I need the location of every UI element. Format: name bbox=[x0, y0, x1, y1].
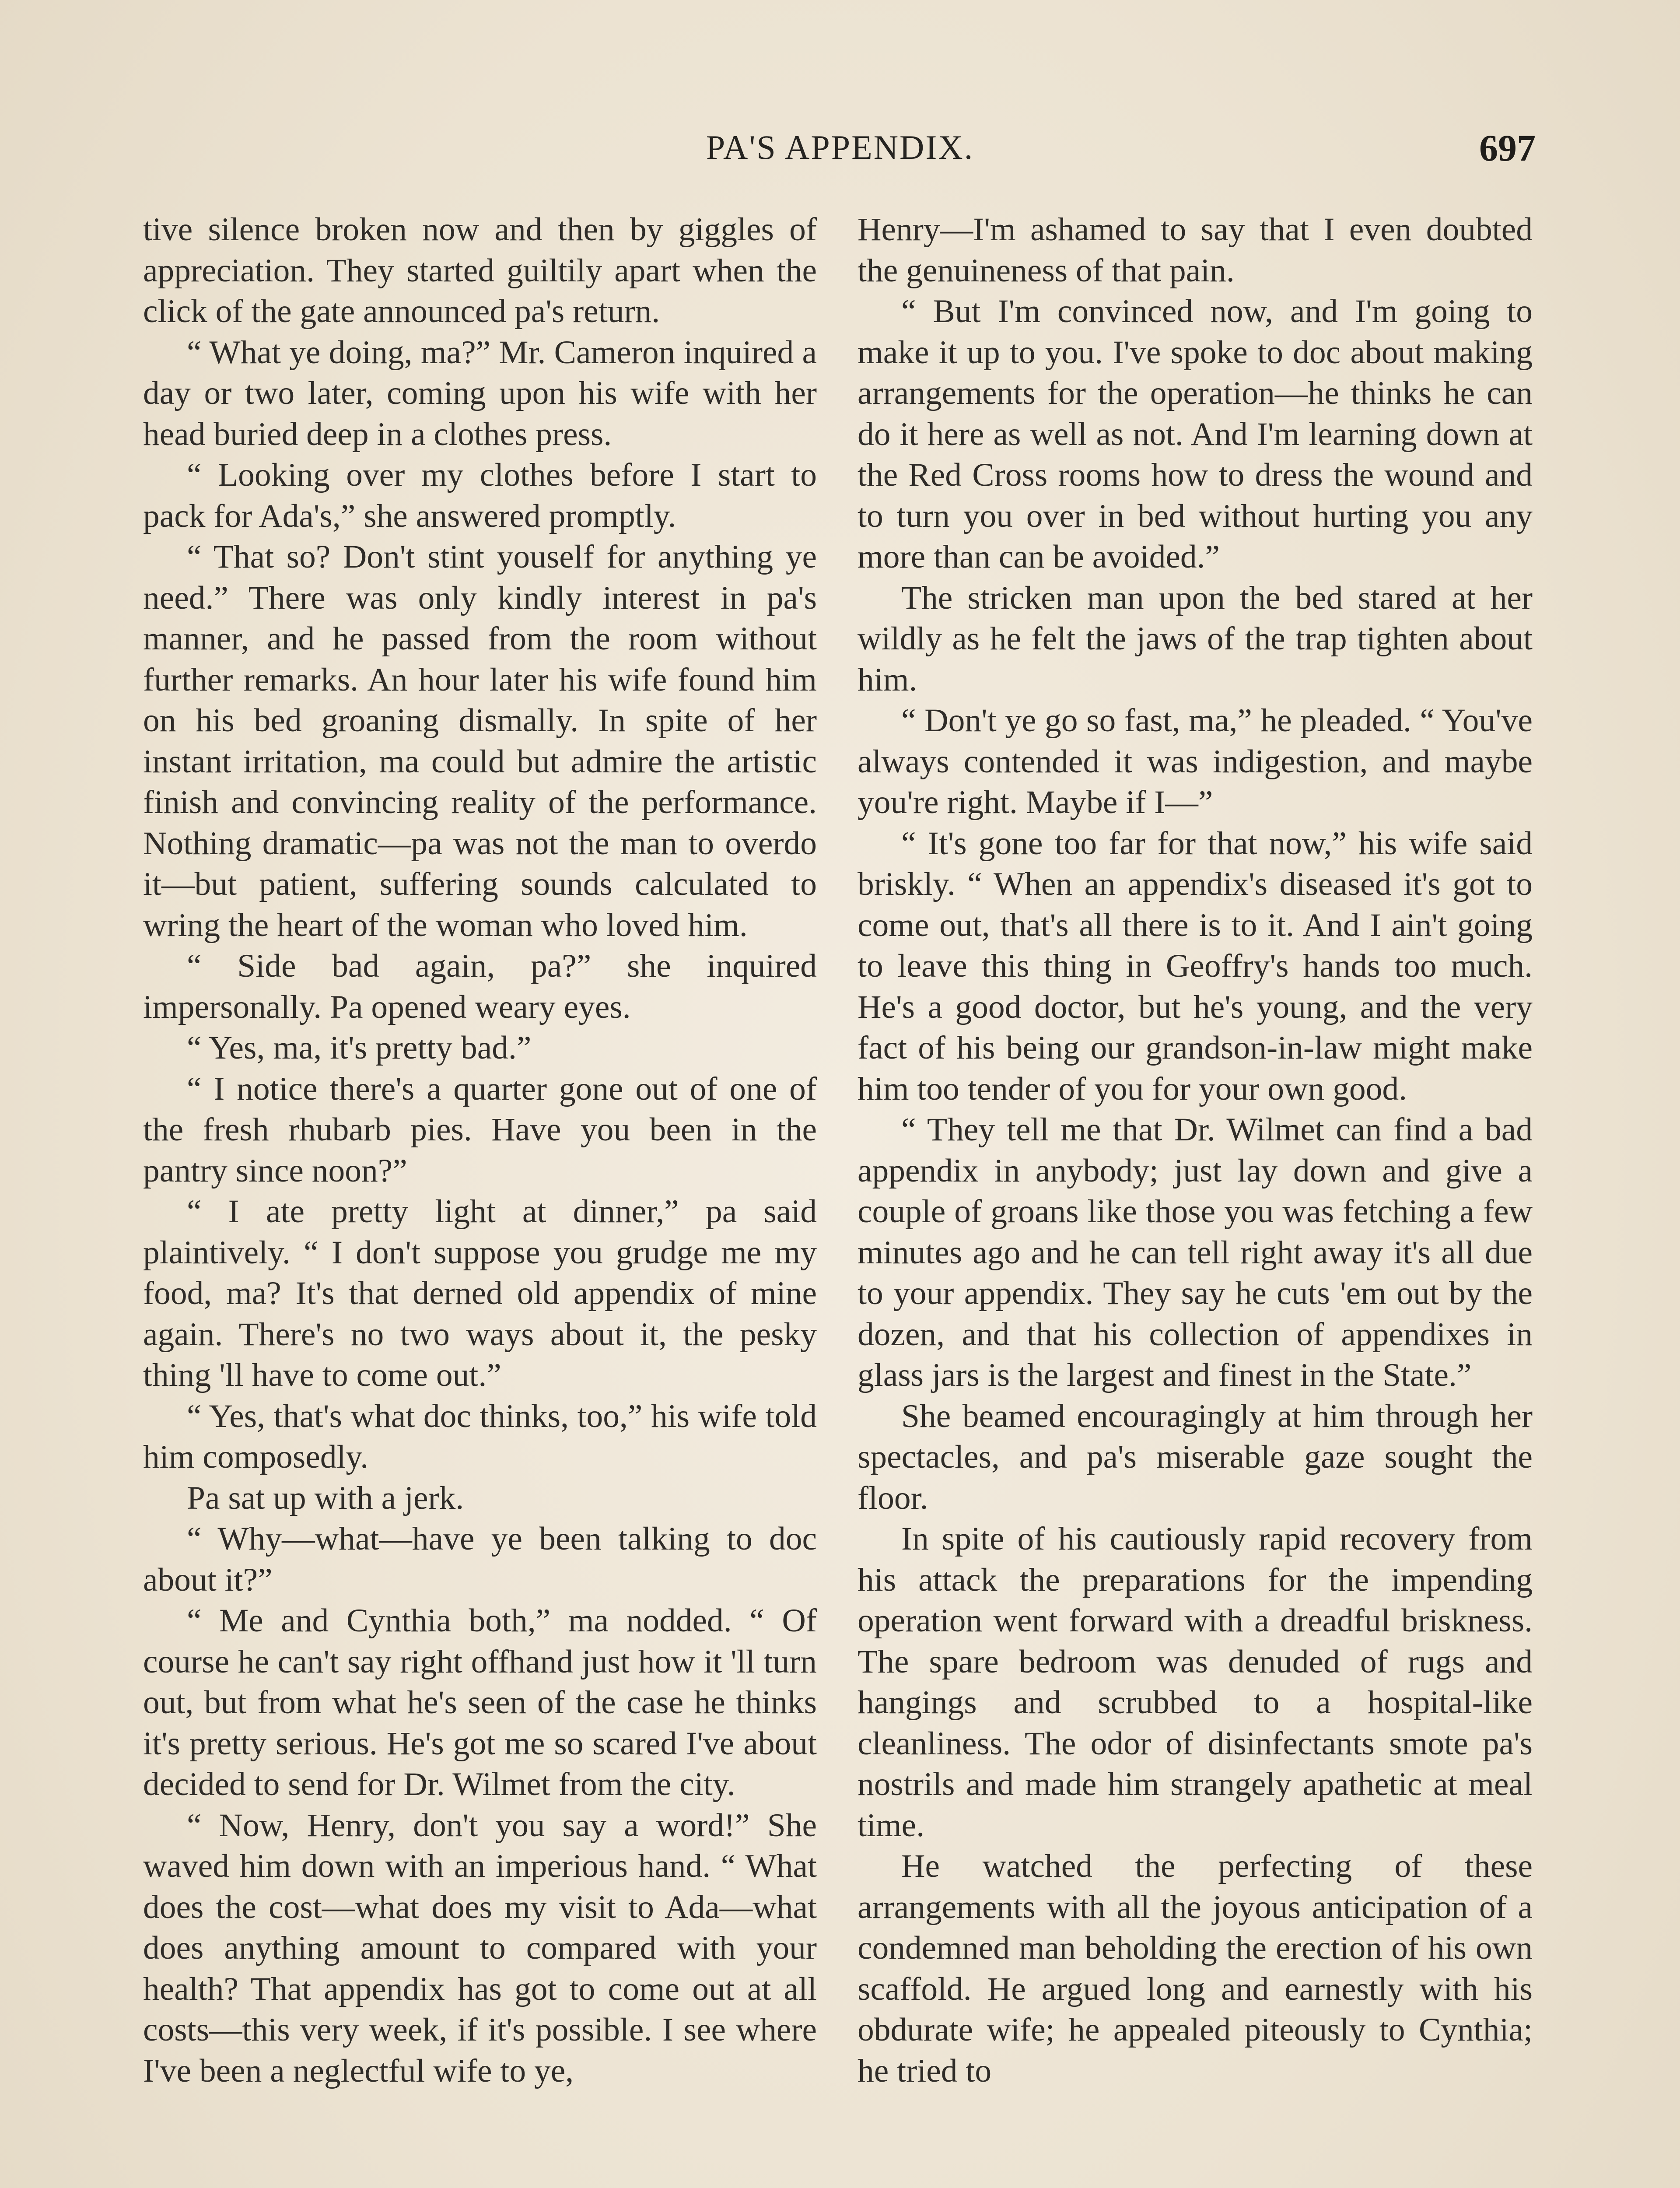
paragraph: “ Looking over my clothes before I start to pack for Ada's,” she answered promptly. bbox=[143, 457, 817, 534]
paragraph: “ Don't ye go so fast, ma,” he pleaded. “ You've always contended it was indigestion, and maybe you're right. Maybe if I—” bbox=[858, 702, 1533, 820]
paragraph: “ Yes, that's what doc thinks, too,” his wife told him composedly. bbox=[143, 1398, 817, 1475]
right-column bbox=[858, 209, 1533, 2091]
left-column bbox=[143, 209, 817, 2091]
page-number: 697 bbox=[1479, 127, 1536, 169]
paragraph: “ That so? Don't stint youself for anything ye need.” There was only kindly interest in pa's manner, and he passed from the room without further remarks. An hour later his wife found him on his bed groaning dismally. In spite of her instant irritation, ma could but admire the artistic finish and convincing reality of the performance. Nothing dramatic—pa was not the man to overdo it—but patient, suffering sounds calculated to wring the heart of the woman who loved him. bbox=[143, 539, 817, 943]
paragraph: “ It's gone too far for that now,” his wife said briskly. “ When an appendix's diseased it's got to come out, that's all there is to it. And I ain't going to leave this thing in Geoffry's hands too much. He's a good doctor, but he's young, and the very fact of his being our grandson-in-law might make him too tender of you for your own good. bbox=[858, 825, 1533, 1107]
running-title: PA'S APPENDIX. bbox=[706, 128, 974, 166]
paragraph: Henry—I'm ashamed to say that I even doubted the genuineness of that pain. bbox=[858, 211, 1533, 289]
paragraph: “ Why—what—have ye been talking to doc about it?” bbox=[143, 1521, 817, 1598]
paragraph: “ They tell me that Dr. Wilmet can find a bad appendix in anybody; just lay down and give a couple of groans like those you was fetching a few minutes ago and he can tell right away it's all due to your appendix. They say he cuts 'em out by the dozen, and that his collection of appendixes in glass jars is the largest and finest in the State.” bbox=[858, 1112, 1533, 1393]
paragraph: “ Now, Henry, don't you say a word!” She waved him down with an imperious hand. “ What does the cost—what does my visit to Ada—what does anything amount to compared with your health? That appendix has got to come out at all costs—this very week, if it's possible. I see where I've been a neglectful wife to ye, bbox=[143, 1807, 817, 2089]
paragraph: “ Side bad again, pa?” she inquired impersonally. Pa opened weary eyes. bbox=[143, 948, 817, 1025]
paragraph: The stricken man upon the bed stared at her wildly as he felt the jaws of the trap tighten about him. bbox=[858, 579, 1533, 698]
paragraph: “ Me and Cynthia both,” ma nodded. “ Of course he can't say right offhand just how it 'll turn out, but from what he's seen of the case he thinks it's pretty serious. He's got me so scared I've about decided to send for Dr. Wilmet from the city. bbox=[143, 1602, 817, 1802]
paragraph: “ But I'm convinced now, and I'm going to make it up to you. I've spoke to doc about making arrangements for the operation—he thinks he can do it here as well as not. And I'm learning down at the Red Cross rooms how to dress the wound and to turn you over in bed without hurting you any more than can be avoided.” bbox=[858, 293, 1533, 575]
paragraph: She beamed encouragingly at him through her spectacles, and pa's miserable gaze sought the floor. bbox=[858, 1398, 1533, 1516]
page-header bbox=[0, 128, 1680, 180]
paragraph: “ I ate pretty light at dinner,” pa said plaintively. “ I don't suppose you grudge me my food, ma? It's that derned old appendix of mine again. There's no two ways about it, the pesky thing 'll have to come out.” bbox=[143, 1193, 817, 1393]
paragraph: In spite of his cautiously rapid recovery from his attack the preparations for the impending operation went forward with a dreadful briskness. The spare bedroom was denuded of rugs and hangings and scrubbed to a hospital-like cleanliness. The odor of disinfectants smote pa's nostrils and made him strangely apathetic at meal time. bbox=[858, 1521, 1533, 1844]
paragraph: tive silence broken now and then by giggles of appreciation. They started guiltily apart when the click of the gate announced pa's return. bbox=[143, 211, 817, 330]
paragraph: He watched the perfecting of these arrangements with all the joyous anticipation of a condemned man beholding the erection of his own scaffold. He argued long and earnestly with his obdurate wife; he appealed piteously to Cynthia; he tried to bbox=[858, 1848, 1533, 2089]
paragraph: “ I notice there's a quarter gone out of one of the fresh rhubarb pies. Have you been in the pantry since noon?” bbox=[143, 1070, 817, 1189]
paragraph: “ What ye doing, ma?” Mr. Cameron inquired a day or two later, coming upon his wife with her head buried deep in a clothes press. bbox=[143, 334, 817, 452]
paragraph: “ Yes, ma, it's pretty bad.” bbox=[187, 1030, 532, 1066]
paragraph: Pa sat up with a jerk. bbox=[187, 1480, 464, 1516]
